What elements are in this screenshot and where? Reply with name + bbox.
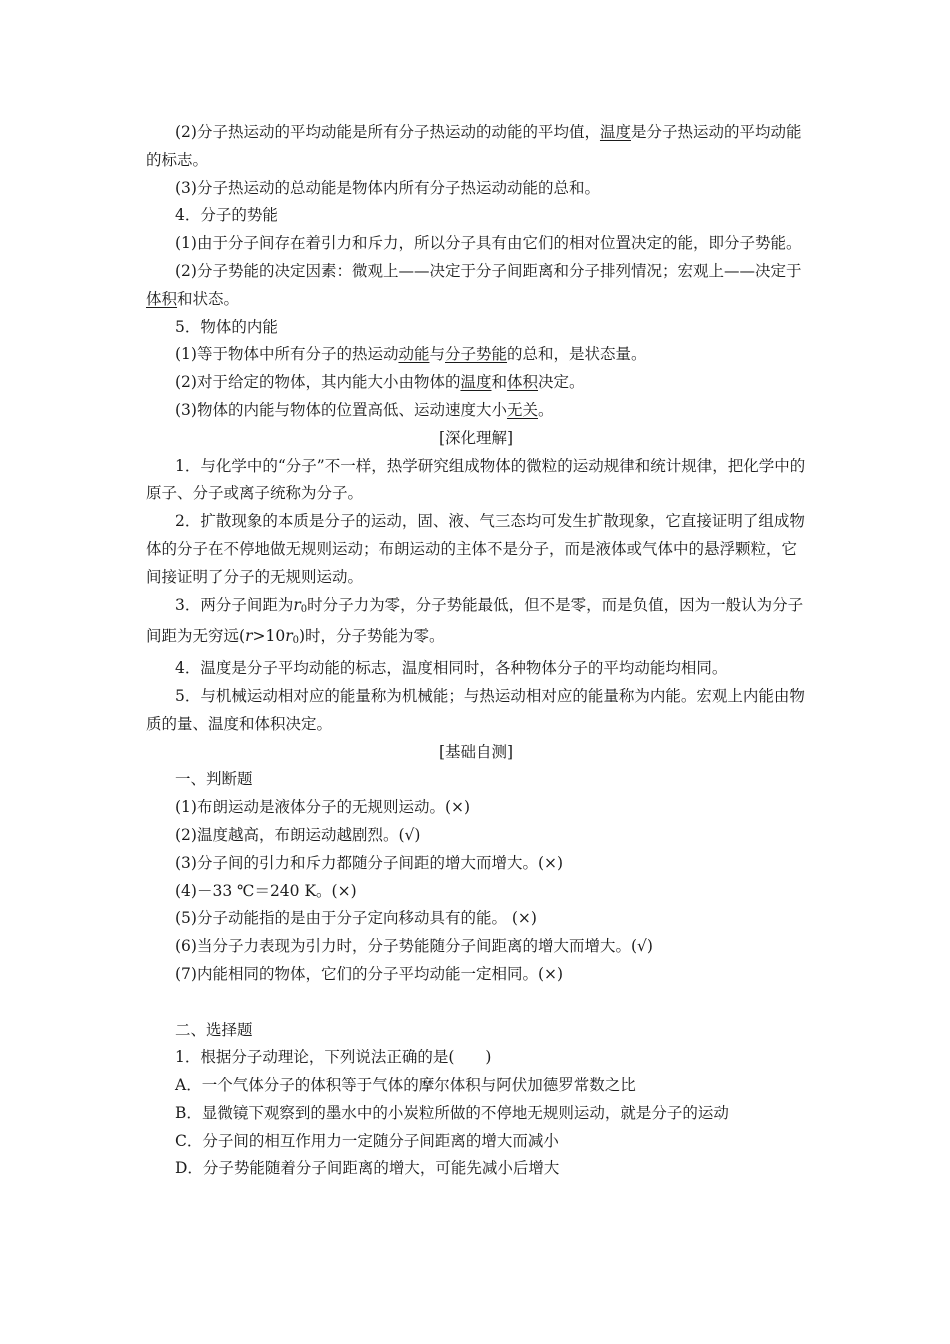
internal-definition-paragraph: (1)等于物体中所有分子的热运动动能与分子势能的总和，是状态量。 — [175, 345, 647, 364]
underlined-term: 体积 — [507, 373, 539, 392]
judge-item: (2)温度越高，布朗运动越剧烈。(√) — [175, 825, 421, 844]
question-1: 1．根据分子动理论，下列说法正确的是( ) — [175, 1048, 492, 1067]
deep-item-5: 5．与机械运动相对应的能量称为机械能；与热运动相对应的能量称为内能。宏观上内能由物质的量、温度和体积决定。 — [146, 686, 805, 733]
potential-heading: 4．分子的势能 — [175, 206, 278, 225]
deep-item-2: 2．扩散现象的本质是分子的运动，固、液、气三态均可发生扩散现象，它直接证明了组成物体的分子在不停地做无规则运动；布朗运动的主体不是分子，而是液体或气体中的悬浮颗粒，它间接证明了分子的无规则运动。 — [146, 512, 805, 586]
kinetic-average-paragraph: (2)分子热运动的平均动能是所有分子热运动的动能的平均值，温度是分子热运动的平均动能的标志。 — [146, 123, 802, 169]
judge-item: (6)当分子力表现为引力时，分子势能随分子间距离的增大而增大。(√) — [175, 937, 653, 956]
potential-factors-paragraph: (2)分子势能的决定因素：微观上——决定于分子间距离和分子排列情况；宏观上——决定于体积和状态。 — [146, 261, 802, 308]
potential-definition-paragraph: (1)由于分子间存在着引力和斥力，所以分子具有由它们的相对位置决定的能，即分子势能。 — [175, 234, 802, 253]
internal-factors-paragraph: (2)对于给定的物体，其内能大小由物体的温度和体积决定。 — [175, 373, 585, 392]
underlined-term: 温度 — [599, 123, 631, 141]
option-d: D．分子势能随着分子间距离的增大，可能先减小后增大 — [175, 1159, 560, 1178]
option-c: C．分子间的相互作用力一定随分子间距离的增大而减小 — [175, 1131, 559, 1150]
spacer — [146, 989, 806, 1017]
option-b: B．显微镜下观察到的墨水中的小炭粒所做的不停地无规则运动，就是分子的运动 — [175, 1103, 729, 1122]
section-title-test: [基础自测] — [438, 742, 514, 761]
underlined-term: 体积 — [146, 289, 178, 308]
option-a: A．一个气体分子的体积等于气体的摩尔体积与阿伏加德罗常数之比 — [175, 1076, 636, 1095]
internal-heading: 5．物体的内能 — [175, 317, 278, 336]
judge-heading: 一、判断题 — [175, 770, 253, 789]
deep-item-1: 1．与化学中的“分子”不一样，热学研究组成物体的微粒的运动规律和统计规律，把化学中的原子、分子或离子统称为分子。 — [146, 456, 806, 503]
internal-independence-paragraph: (3)物体的内能与物体的位置高低、运动速度大小无关。 — [175, 400, 554, 419]
section-title-deep: [深化理解] — [438, 428, 514, 447]
judge-item: (7)内能相同的物体，它们的分子平均动能一定相同。(×) — [175, 964, 564, 983]
judge-item: (4)－33 ℃＝240 K。(×) — [175, 881, 357, 900]
judge-item: (5)分子动能指的是由于分子定向移动具有的能。 (×) — [175, 909, 537, 928]
deep-item-3: 3．两分子间距为$r_0$时分子力为零，分子势能最低，但不是零，而是负值，因为一般认为分子间距为无穷远$(r>10r_0)$时，分子势能为零。 — [146, 595, 804, 647]
underlined-term: 分子势能 — [445, 345, 508, 364]
underlined-term: 无关 — [506, 400, 538, 419]
underlined-term: 动能 — [398, 345, 430, 364]
underlined-term: 温度 — [460, 373, 492, 392]
judge-item: (3)分子间的引力和斥力都随分子间距的增大而增大。(×) — [175, 853, 564, 872]
choice-heading: 二、选择题 — [175, 1020, 253, 1039]
judge-item: (1)布朗运动是液体分子的无规则运动。(×) — [175, 798, 471, 817]
deep-item-4: 4．温度是分子平均动能的标志，温度相同时，各种物体分子的平均动能均相同。 — [175, 659, 728, 678]
kinetic-total-paragraph: (3)分子热运动的总动能是物体内所有分子热运动动能的总和。 — [175, 178, 600, 197]
document-body — [146, 119, 806, 1183]
